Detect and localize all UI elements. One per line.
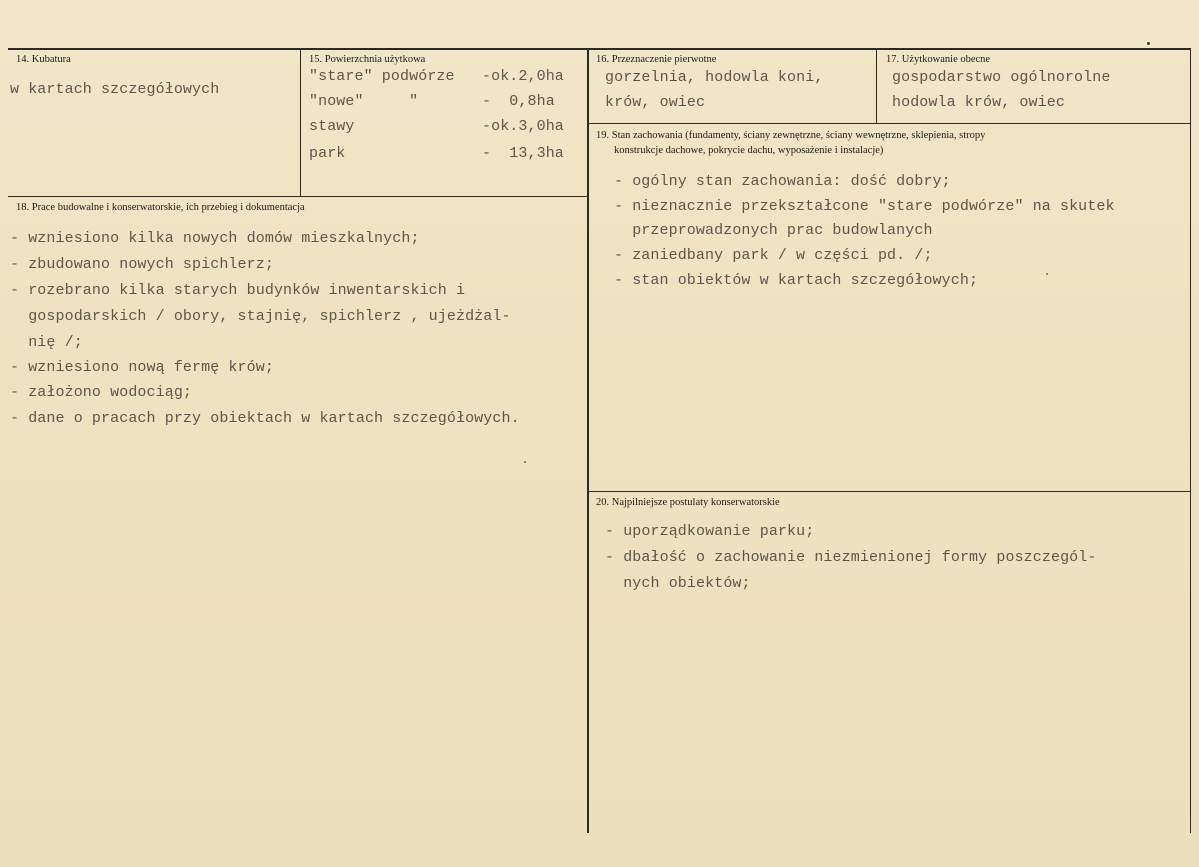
works-line: nię /; <box>10 334 83 351</box>
section-18-label: 18. Prace budowalne i konserwatorskie, ich przebieg i dokumentacja <box>16 202 305 213</box>
works-line: - zbudowano nowych spichlerz; <box>10 256 274 273</box>
works-line: gospodarskich / obory, stajnię, spichlerz , ujeżdżal- <box>10 308 511 325</box>
works-line: - założono wodociąg; <box>10 384 193 401</box>
section-19-label-cont: konstrukcje dachowe, pokrycie dachu, wyposażenie i instalacje) <box>614 145 884 156</box>
postulate-line: - dbałość o zachowanie niezmienionej formy poszczegól- <box>605 549 1097 566</box>
divider-14-15 <box>300 50 301 196</box>
area-row-name: stawy <box>309 118 355 135</box>
section-17-label: 17. Użytkowanie obecne <box>886 54 991 65</box>
condition-line: - stan obiektów w kartach szczegółowych; <box>614 272 979 289</box>
original-use-line: krów, owiec <box>605 94 706 111</box>
section-15-label: 15. Powierzchnia użytkowa <box>309 54 426 65</box>
condition-line: przeprowadzonych prac budowlanych <box>614 222 933 239</box>
area-row-name: park <box>309 145 346 162</box>
condition-line: - nieznacznie przekształcone "stare podwórze" na skutek <box>614 198 1115 215</box>
section-14-value: w kartach szczegółowych <box>10 81 220 98</box>
right-border <box>1190 50 1191 833</box>
section-20-label: 20. Najpilniejsze postulaty konserwatorskie <box>596 497 780 508</box>
postulate-line: - uporządkowanie parku; <box>605 523 815 540</box>
condition-line: - zaniedbany park / w części pd. /; <box>614 247 933 264</box>
paper-speck <box>1147 42 1150 45</box>
divider-left-right <box>587 50 589 833</box>
area-row-value: -ok.2,0ha <box>482 68 564 85</box>
section-14-label: 14. Kubatura <box>16 54 71 65</box>
postulate-line: nych obiektów; <box>605 575 751 592</box>
area-row-value: -ok.3,0ha <box>482 118 564 135</box>
area-row-name: "stare" podwórze <box>309 68 455 85</box>
paper-speck <box>1046 273 1048 275</box>
area-row-name: "nowe" " <box>309 93 419 110</box>
condition-line: - ogólny stan zachowania: dość dobry; <box>614 173 951 190</box>
section-19-label: 19. Stan zachowania (fundamenty, ściany zewnętrzne, ściany wewnętrzne, sklepienia, stropy <box>596 130 986 141</box>
top-rule <box>8 48 1191 50</box>
paper-speck <box>524 461 526 463</box>
rule-15-18 <box>8 196 588 197</box>
divider-16-17 <box>876 50 877 123</box>
rule-19-20 <box>589 491 1191 492</box>
works-line: - wzniesiono kilka nowych domów mieszkalnych; <box>10 230 420 247</box>
area-row-value: - 13,3ha <box>482 145 564 162</box>
area-row-value: - 0,8ha <box>482 93 555 110</box>
works-line: - dane o pracach przy obiektach w kartach szczegółowych. <box>10 410 520 427</box>
rule-16-19 <box>589 123 1191 124</box>
current-use-line: hodowla krów, owiec <box>892 94 1065 111</box>
works-line: - wzniesiono nową fermę krów; <box>10 359 274 376</box>
original-use-line: gorzelnia, hodowla koni, <box>605 69 824 86</box>
current-use-line: gospodarstwo ogólnorolne <box>892 69 1111 86</box>
section-16-label: 16. Przeznaczenie pierwotne <box>596 54 717 65</box>
works-line: - rozebrano kilka starych budynków inwentarskich i <box>10 282 466 299</box>
